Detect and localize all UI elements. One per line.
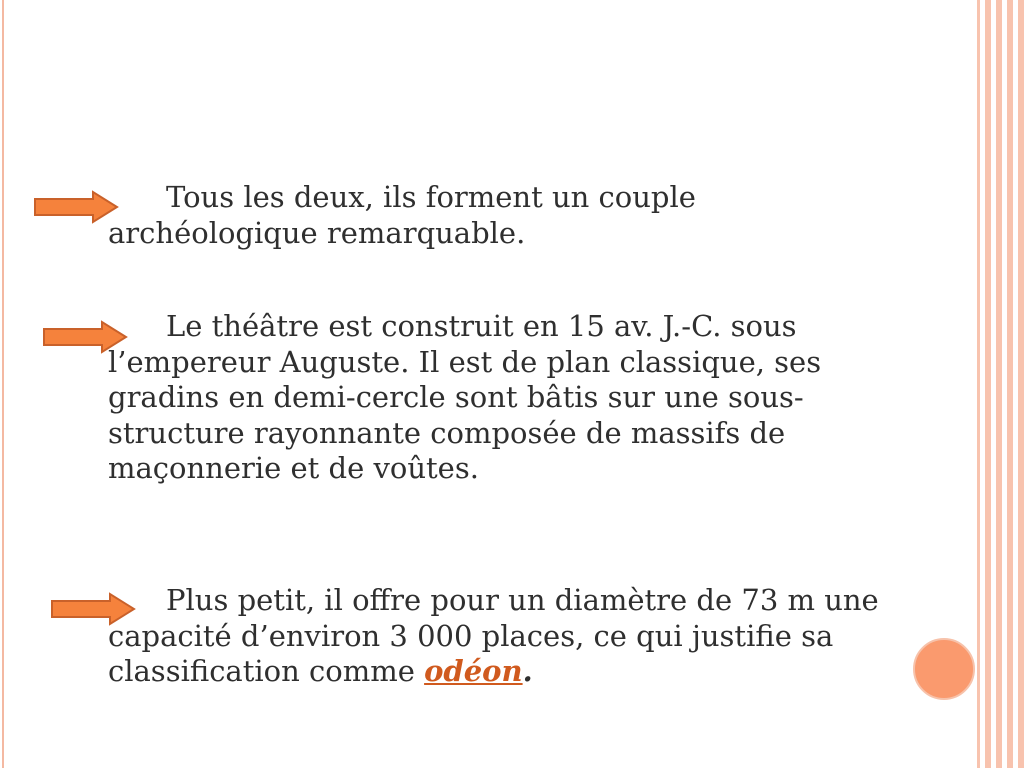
stripe: [977, 0, 980, 768]
circle-decoration: [913, 638, 975, 700]
paragraph-text: Plus petit, il offre pour un diamètre de 73 m une capacité d’environ 3 000 places, ce qui justifie sa classification comme: [108, 583, 879, 688]
left-border-line: [2, 0, 4, 768]
right-arrow-icon: [33, 190, 119, 224]
paragraph-text: Tous les deux, ils forment un couple archéologique remarquable.: [108, 180, 696, 250]
stripe: [985, 0, 991, 768]
stripe: [1018, 0, 1024, 768]
paragraph-odeon: [108, 583, 908, 690]
paragraph-text: Le théâtre est construit en 15 av. J.-C. sous l’empereur Auguste. Il est de plan classique, ses gradins en demi-cercle sont bâtis sur une sous-structure rayonnante composée de massifs de maçonnerie et de voûtes.: [108, 309, 822, 485]
stripe: [996, 0, 1002, 768]
highlight-odeon: odéon: [424, 654, 523, 688]
paragraph-couple: [108, 180, 908, 251]
stripe: [1007, 0, 1013, 768]
paragraph-period: .: [522, 654, 533, 688]
paragraph-theatre: [108, 309, 908, 487]
